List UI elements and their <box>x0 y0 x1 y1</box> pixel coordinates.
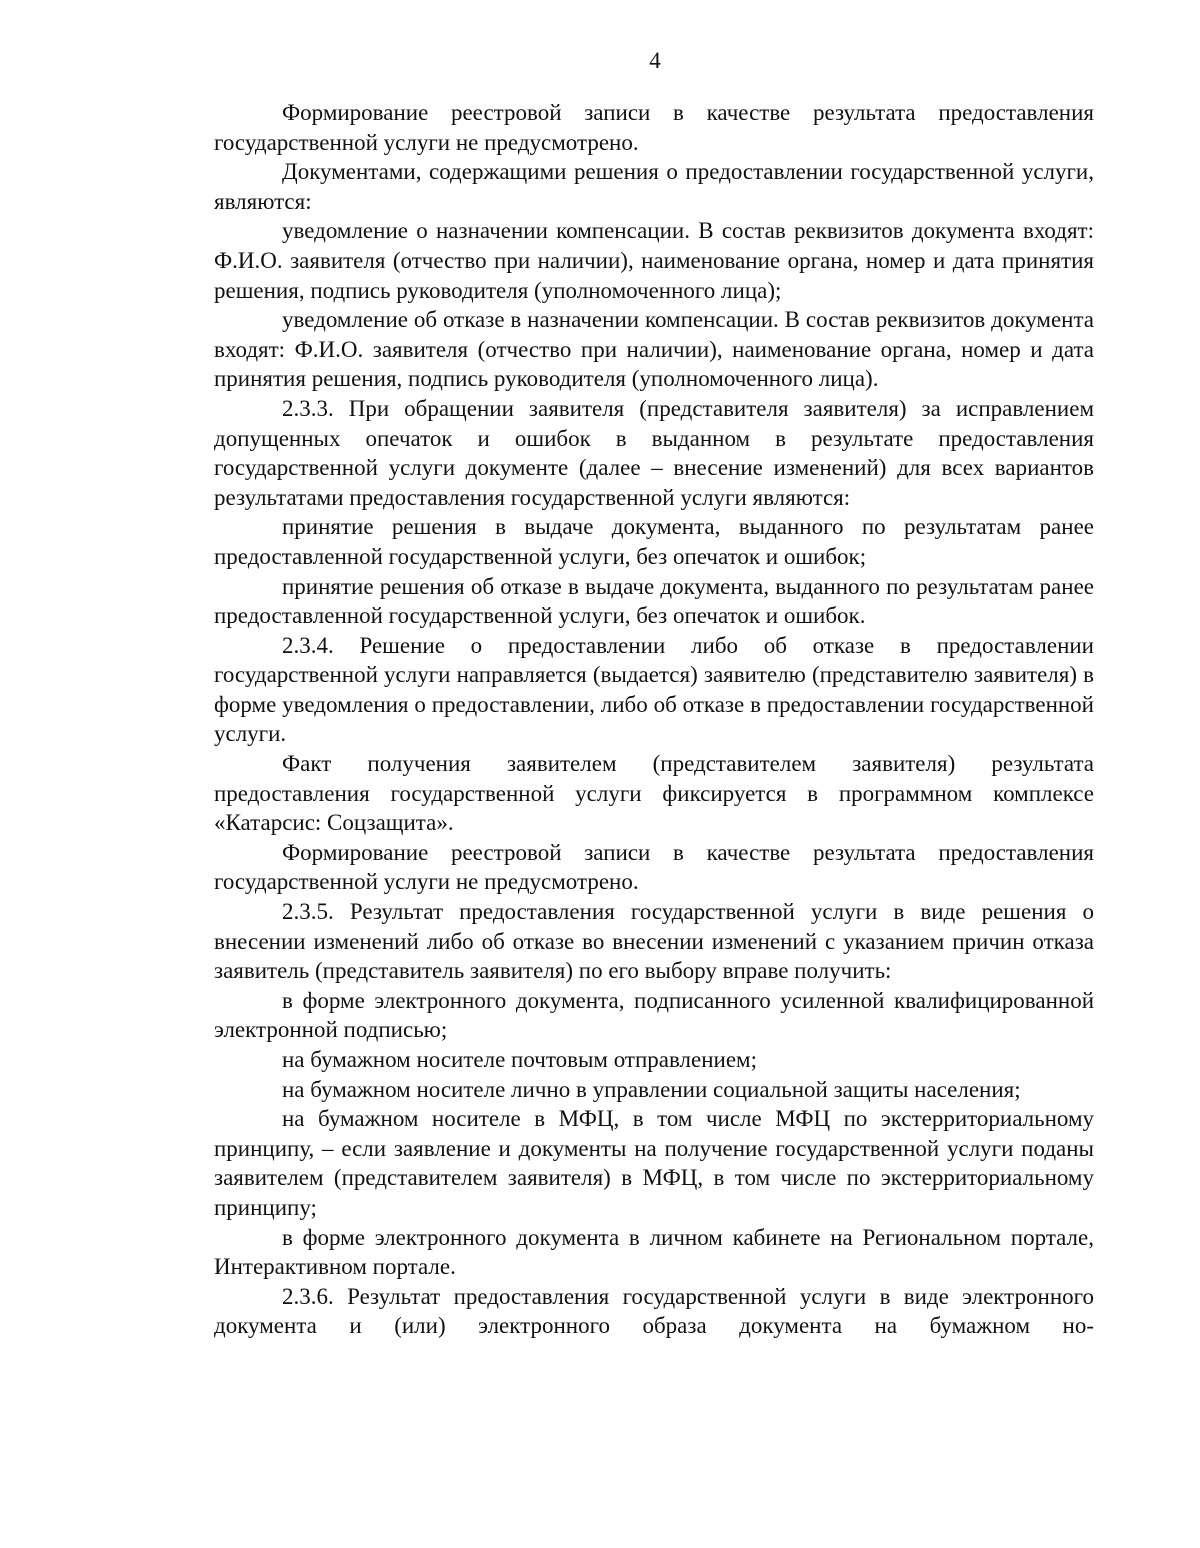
paragraph: в форме электронного документа, подписанного усиленной квалифицированной электронной подписью; <box>214 987 1094 1043</box>
paragraph: Документами, содержащими решения о предоставлении государственной услуги, являются: <box>214 159 1094 214</box>
paragraph: принятие решения в выдаче документа, выданного по результатам ранее предоставленной государственной услуги, без опечаток и ошибок; <box>214 514 1094 569</box>
paragraph: 2.3.5. Результат предоставления государственной услуги в виде решения о внесении изменений либо об отказе во внесении изменений с указанием причин отказа заявитель (представитель заявителя) по его выбору вправе получить: <box>214 899 1094 984</box>
document-body <box>214 98 1094 1341</box>
paragraph: Формирование реестровой записи в качестве результата предоставления государственной услуги не предусмотрено. <box>214 100 1094 155</box>
paragraph: уведомление об отказе в назначении компенсации. В состав реквизитов документа входят: Ф.И.О. заявителя (отчество при наличии), наименование органа, номер и дата принятия решения, подпись руководителя (уполномоченного лица). <box>214 307 1094 392</box>
paragraph: в форме электронного документа в личном кабинете на Региональном портале, Интерактивном портале. <box>214 1224 1094 1280</box>
paragraph: Формирование реестровой записи в качестве результата предоставления государственной услуги не предусмотрено. <box>214 839 1094 895</box>
paragraph: на бумажном носителе почтовым отправлением; <box>282 1047 757 1072</box>
paragraph: 2.3.3. При обращении заявителя (представителя заявителя) за исправлением допущенных опечаток и ошибок в выданном в результате предоставления государственной услуги документе (далее – внесение изменений) для всех вариантов результатами предоставления государственной услуги являются: <box>214 395 1094 510</box>
page-number: 4 <box>649 48 661 73</box>
paragraph: уведомление о назначении компенсации. В состав реквизитов документа входят: Ф.И.О. заявителя (отчество при наличии), наименование органа, номер и дата принятия решения, подпись руководителя (уполномоченного лица); <box>214 218 1094 303</box>
paragraph: Факт получения заявителем (представителем заявителя) результата предоставления государственной услуги фиксируется в программном комплексе «Катарсис: Соцзащита». <box>214 751 1094 836</box>
paragraph: 2.3.6. Результат предоставления государственной услуги в виде электронного документа и (или) электронного образа документа на бумажном но- <box>214 1283 1094 1339</box>
paragraph: принятие решения об отказе в выдаче документа, выданного по результатам ранее предоставленной государственной услуги, без опечаток и ошибок. <box>214 573 1094 629</box>
paragraph: на бумажном носителе лично в управлении социальной защиты населения; <box>282 1076 1021 1102</box>
paragraph: на бумажном носителе в МФЦ, в том числе МФЦ по экстерриториальному принципу, – если заявление и документы на получение государственной услуги поданы заявителем (представителем заявителя) в МФЦ, в том числе по экстерриториальному принципу; <box>214 1106 1094 1220</box>
paragraph: 2.3.4. Решение о предоставлении либо об отказе в предоставлении государственной услуги направляется (выдается) заявителю (представителю заявителя) в форме уведомления о предоставлении, либо об отказе в предоставлении государственной услуги. <box>214 632 1094 747</box>
